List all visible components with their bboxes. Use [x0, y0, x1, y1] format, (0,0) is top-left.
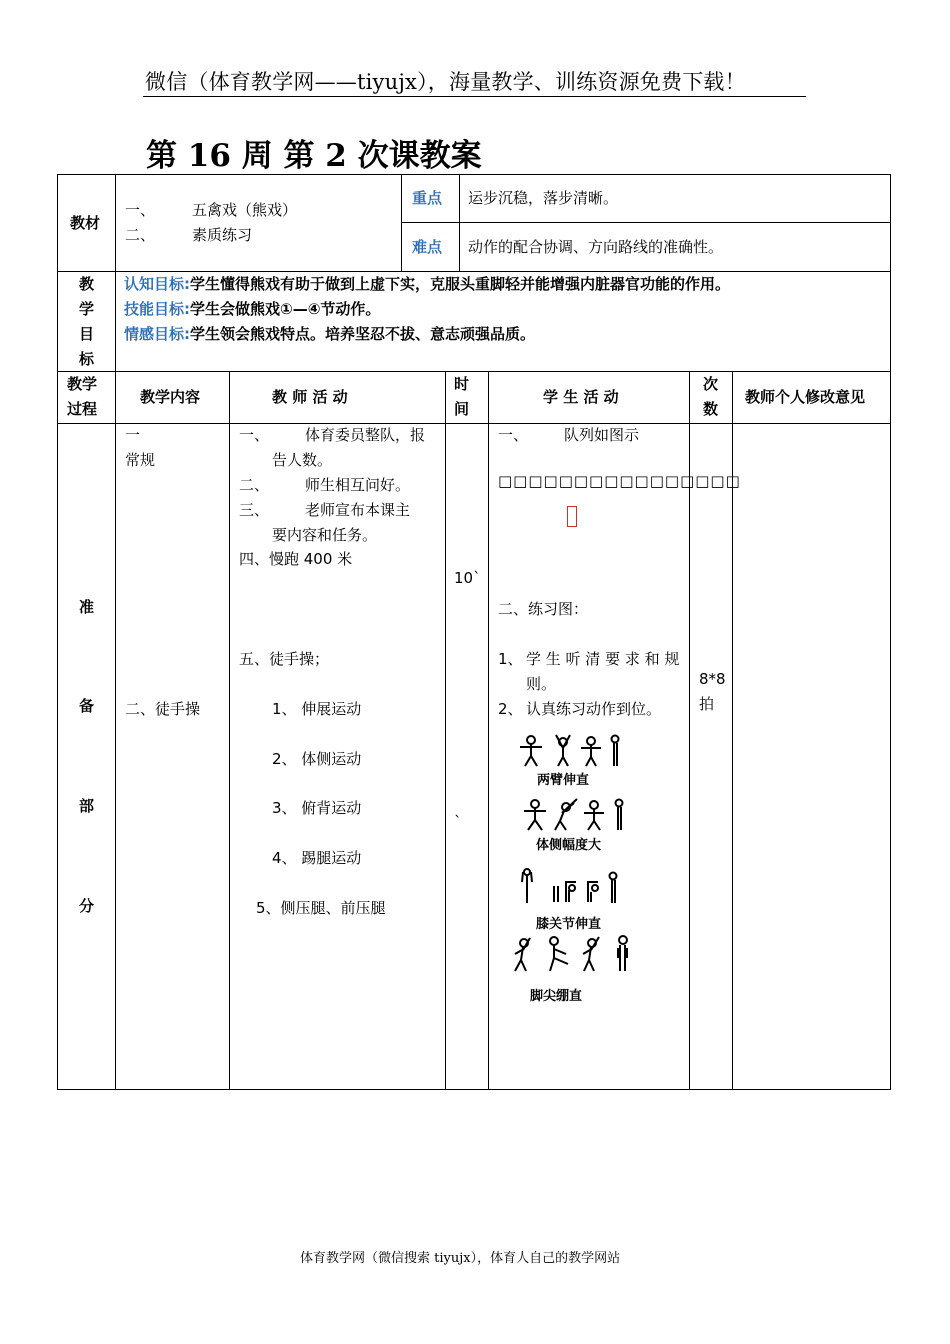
table-divider	[459, 174, 460, 271]
teacher-item: 告人数。	[272, 451, 333, 469]
exercise-item: 4、 踢腿运动	[272, 849, 362, 867]
teacher-item: 老师宣布本课主	[305, 501, 411, 519]
exercise-item: 3、 俯背运动	[272, 799, 362, 817]
emotion-goal	[124, 322, 535, 347]
goals-label-char: 标	[79, 350, 95, 368]
time-value: 10`	[454, 569, 481, 587]
zhongdian-text: 运步沉稳，落步清晰。	[468, 189, 619, 207]
section-name-char: 准	[79, 598, 95, 616]
figure-caption: 两臂伸直	[537, 773, 590, 788]
zhongdian-label: 重点	[412, 189, 443, 207]
col-header-teacher: 教 师 活 动	[272, 388, 348, 406]
exercise-item: 5、侧压腿、前压腿	[256, 899, 386, 917]
student-item: 二、练习图：	[498, 600, 589, 618]
col-header-count: 次	[703, 375, 719, 393]
section-name-char: 部	[79, 797, 95, 815]
footer-text: 体育教学网（微信搜索 tiyujx），体育人自己的教学网站	[300, 1251, 621, 1266]
emotion-goal-label: 情感目标:	[124, 325, 190, 343]
cognitive-goal-text: 学生懂得熊戏有助于做到上虚下实，克服头重脚轻并能增强内脏器官功能的作用。	[190, 275, 731, 293]
figure-caption: 膝关节伸直	[536, 917, 602, 932]
table-divider	[401, 222, 891, 223]
teacher-item: 四、慢跑 400 米	[239, 550, 353, 568]
student-item-number: 1、	[498, 650, 523, 668]
table-divider	[57, 423, 891, 424]
material-item: 素质练习	[192, 226, 253, 244]
cognitive-goal	[124, 272, 730, 297]
exercise-item: 2、 体侧运动	[272, 750, 362, 768]
table-divider	[229, 371, 230, 1090]
table-border-right	[890, 174, 891, 1090]
teacher-item: 体育委员整队，报	[305, 426, 426, 444]
col-header-content: 教学内容	[140, 388, 201, 406]
col-header-process: 教学	[67, 375, 98, 393]
skill-goal-label: 技能目标:	[124, 300, 190, 318]
student-item-number: 2、	[498, 700, 523, 718]
table-border-bottom	[57, 1089, 891, 1090]
content-item: 常规	[125, 451, 156, 469]
student-item: 认真练习动作到位。	[526, 700, 662, 718]
material-item-number: 二、	[125, 226, 156, 244]
content-item: 一	[125, 426, 141, 444]
table-divider	[445, 371, 446, 1090]
student-item: 队列如图示	[564, 426, 640, 444]
page-title: 第 16 周 第 2 次课教案	[146, 138, 482, 174]
teacher-item: 师生相互问好。	[305, 476, 411, 494]
exercise-figures-side-bend	[522, 797, 632, 833]
section-name-char: 备	[79, 697, 95, 715]
exercise-figures-kick	[510, 934, 635, 974]
content-item: 二、徒手操	[125, 700, 201, 718]
col-header-process: 过程	[67, 400, 98, 418]
count-value: 8*8	[699, 670, 726, 688]
student-item-number: 一、	[498, 426, 529, 444]
table-border-left	[57, 174, 58, 1090]
header-banner: 微信（体育教学网——tiyujx），海量教学、训练资源免费下载！	[145, 70, 746, 94]
teacher-item-number: 二、	[239, 476, 270, 494]
goals-label-char: 学	[79, 300, 95, 318]
header-underline	[143, 96, 806, 97]
table-divider	[57, 371, 891, 372]
figure-caption: 体侧幅度大	[536, 838, 602, 853]
count-unit: 拍	[699, 695, 715, 713]
figure-caption: 脚尖绷直	[530, 989, 583, 1004]
col-header-notes: 教师个人修改意见	[745, 388, 866, 406]
skill-goal	[124, 297, 380, 322]
teacher-position-marker	[567, 506, 577, 527]
exercise-figures-arms-up	[518, 733, 628, 769]
table-divider	[401, 174, 402, 271]
col-header-time: 间	[454, 400, 470, 418]
col-header-student: 学 生 活 动	[543, 388, 619, 406]
skill-goal-text: 学生会做熊戏①—④节动作。	[190, 300, 381, 318]
col-header-count: 数	[703, 400, 719, 418]
student-item: 则。	[526, 675, 557, 693]
exercise-item: 1、 伸展运动	[272, 700, 362, 718]
formation-glyphs: □□□□□□□□□□□□□□□□	[498, 472, 741, 490]
teacher-item: 五、徒手操；	[239, 650, 330, 668]
cognitive-goal-label: 认知目标:	[124, 275, 190, 293]
col-header-time: 时	[454, 375, 470, 393]
teacher-item-number: 三、	[239, 501, 270, 519]
nandian-text: 动作的配合协调、方向路线的准确性。	[468, 238, 724, 256]
section-name-char: 分	[79, 897, 95, 915]
material-item-number: 一、	[125, 201, 156, 219]
teacher-item: 要内容和任务。	[272, 526, 378, 544]
material-item: 五禽戏（熊戏）	[192, 201, 298, 219]
table-divider	[115, 174, 116, 1090]
exercise-figures-forward-bend	[518, 868, 628, 906]
jiaocai-label: 教材	[70, 214, 101, 232]
table-divider	[488, 371, 489, 1090]
emotion-goal-text: 学生领会熊戏特点。培养坚忍不拔、意志顽强品质。	[190, 325, 536, 343]
teacher-item-number: 一、	[239, 426, 270, 444]
nandian-label: 难点	[412, 238, 443, 256]
time-mark: `	[454, 813, 462, 831]
goals-label-char: 目	[79, 325, 95, 343]
student-item: 学 生 听 清 要 求 和 规	[526, 650, 680, 668]
table-border-top	[57, 174, 891, 175]
goals-label-char: 教	[79, 275, 95, 293]
